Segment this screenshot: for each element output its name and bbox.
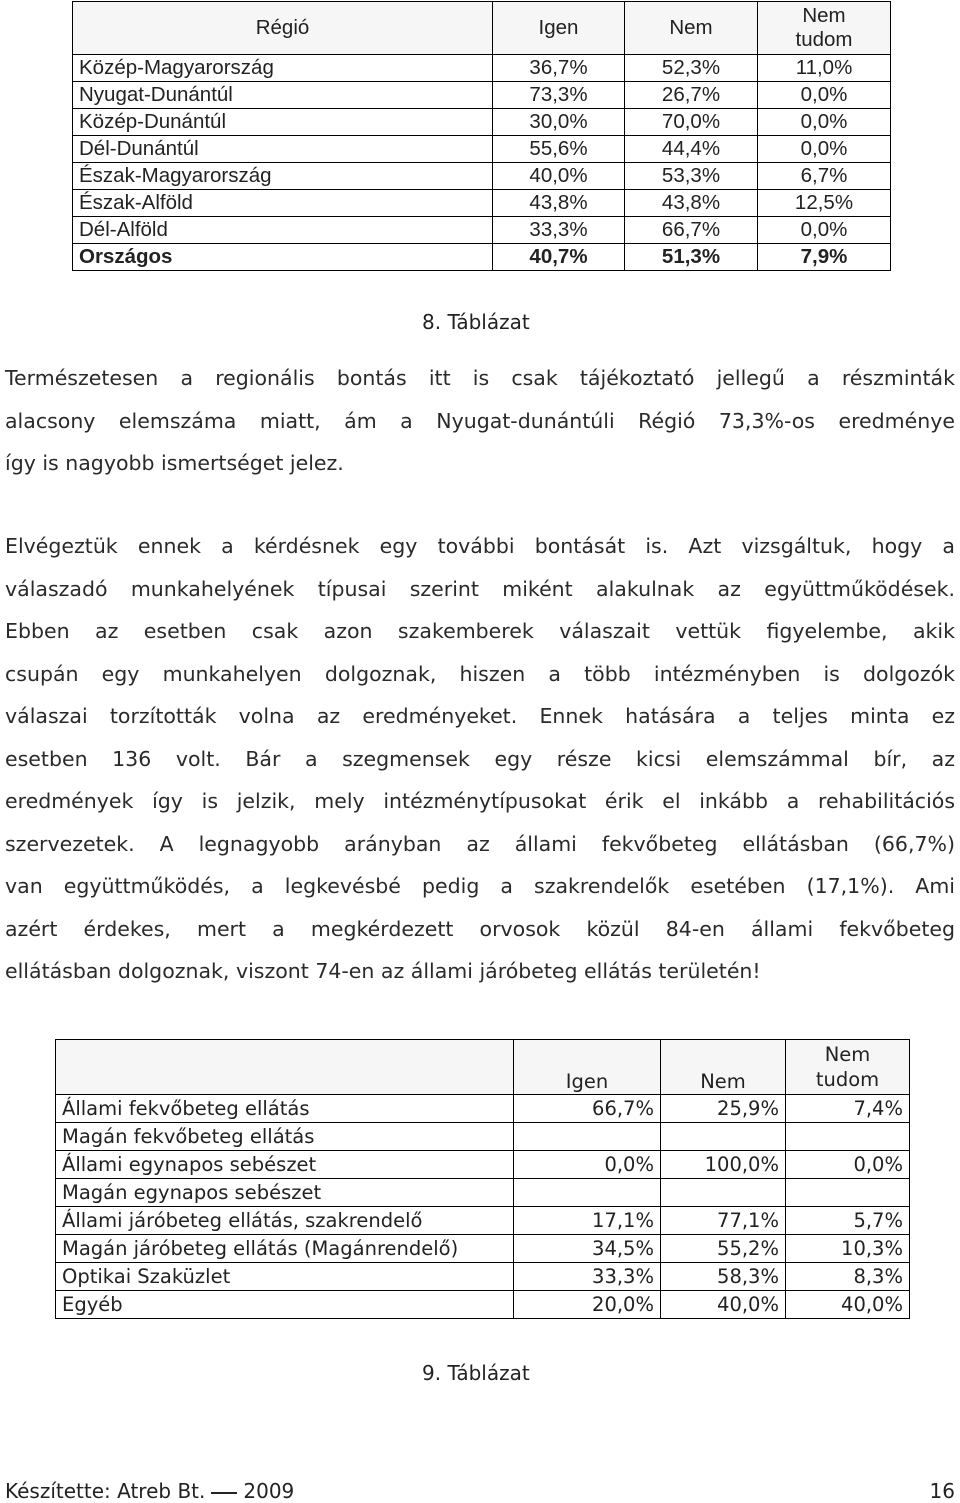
table-row — [73, 190, 891, 217]
table-row — [73, 82, 891, 109]
text-line: válaszai torzították volna az eredményeket. Ennek hatására a teljes minta ez — [5, 704, 955, 728]
institution-name: Optikai Szaküzlet — [56, 1263, 514, 1291]
no-value: 40,0% — [661, 1291, 786, 1319]
yes-value: 55,6% — [493, 136, 625, 163]
yes-value: 20,0% — [514, 1291, 661, 1319]
table-row — [73, 163, 891, 190]
region-name: Észak-Alföld — [73, 190, 493, 217]
dont-know-value: 0,0% — [758, 217, 891, 244]
yes-value — [514, 1123, 661, 1151]
institution-name: Állami egynapos sebészet — [56, 1151, 514, 1179]
no-value: 100,0% — [661, 1151, 786, 1179]
dont-know-value: 10,3% — [786, 1235, 910, 1263]
region-name: Közép-Magyarország — [73, 55, 493, 82]
text-line: eredmények így is jelzik, mely intézménytípusokat érik el inkább a rehabilitációs — [5, 789, 955, 813]
dont-know-value: 0,0% — [758, 109, 891, 136]
table-row — [56, 1095, 910, 1123]
no-value: 43,8% — [625, 190, 758, 217]
page-number: 16 — [929, 1479, 955, 1503]
text-line: esetben 136 volt. Bár a szegmensek egy része kicsi elemszámmal bír, az — [5, 746, 955, 771]
no-value: 58,3% — [661, 1263, 786, 1291]
yes-value: 36,7% — [493, 55, 625, 82]
region-name: Dél-Dunántúl — [73, 136, 493, 163]
no-value: 66,7% — [625, 217, 758, 244]
footer-author: Készítette: Atreb Bt. — [5, 1479, 206, 1503]
total-dont-know: 7,9% — [758, 244, 891, 271]
total-yes: 40,7% — [493, 244, 625, 271]
institution-type-table — [55, 1039, 910, 1319]
yes-value: 0,0% — [514, 1151, 661, 1179]
table-row — [73, 136, 891, 163]
yes-value: 40,0% — [493, 163, 625, 190]
institution-name: Magán járóbeteg ellátás (Magánrendelő) — [56, 1235, 514, 1263]
dont-know-value — [786, 1179, 910, 1207]
yes-value: 33,3% — [493, 217, 625, 244]
region-name: Dél-Alföld — [73, 217, 493, 244]
yes-value: 43,8% — [493, 190, 625, 217]
page-footer — [5, 1479, 294, 1503]
dont-know-value: 12,5% — [758, 190, 891, 217]
header-dont-know: Nem tudom — [758, 2, 891, 55]
text-line: van együttműködés, a legkevésbé pedig a szakrendelők esetében (17,1%). Ami — [5, 874, 955, 898]
text-line: Ebben az esetben csak azon szakemberek válaszait vettük figyelembe, akik — [5, 619, 955, 643]
regional-table — [72, 1, 891, 271]
region-name: Nyugat-Dunántúl — [73, 82, 493, 109]
table-row — [56, 1263, 910, 1291]
text-line: szervezetek. A legnagyobb arányban az állami fekvőbeteg ellátásban (66,7%) — [5, 831, 955, 856]
header-yes: Igen — [493, 2, 625, 55]
table-header-row — [73, 2, 891, 55]
text-line: Elvégeztük ennek a kérdésnek egy további bontását is. Azt vizsgáltuk, hogy a — [5, 534, 955, 558]
yes-value: 34,5% — [514, 1235, 661, 1263]
no-value: 55,2% — [661, 1235, 786, 1263]
table-row — [73, 217, 891, 244]
table-9-caption: 9. Táblázat — [422, 1361, 530, 1385]
region-name: Észak-Magyarország — [73, 163, 493, 190]
table-header-row — [56, 1040, 910, 1095]
dont-know-value: 40,0% — [786, 1291, 910, 1319]
header-no: Nem — [625, 2, 758, 55]
table-row — [73, 55, 891, 82]
table-row — [56, 1151, 910, 1179]
table-row — [73, 109, 891, 136]
dash-separator — [211, 1492, 237, 1494]
table-row — [56, 1179, 910, 1207]
dont-know-value: 11,0% — [758, 55, 891, 82]
no-value: 53,3% — [625, 163, 758, 190]
header-yes: Igen — [514, 1040, 661, 1095]
footer-year: 2009 — [243, 1479, 295, 1503]
paragraph-workplace-analysis — [5, 525, 955, 993]
institution-name: Magán fekvőbeteg ellátás — [56, 1123, 514, 1151]
dont-know-value: 6,7% — [758, 163, 891, 190]
total-no: 51,3% — [625, 244, 758, 271]
text-line: Természetesen a regionális bontás itt is csak tájékoztató jellegű a részminták — [5, 366, 955, 390]
text-line: alacsony elemszáma miatt, ám a Nyugat-dunántúli Régió 73,3%-os eredménye — [5, 408, 955, 433]
institution-name: Állami járóbeteg ellátás, szakrendelő — [56, 1207, 514, 1235]
table-total-row — [73, 244, 891, 271]
dont-know-value: 0,0% — [786, 1151, 910, 1179]
no-value: 70,0% — [625, 109, 758, 136]
institution-name: Magán egynapos sebészet — [56, 1179, 514, 1207]
institution-name: Állami fekvőbeteg ellátás — [56, 1095, 514, 1123]
table-row — [56, 1235, 910, 1263]
yes-value: 33,3% — [514, 1263, 661, 1291]
text-line: ellátásban dolgoznak, viszont 74-en az állami járóbeteg ellátás területén! — [5, 959, 761, 983]
header-no: Nem — [661, 1040, 786, 1095]
header-region: Régió — [73, 2, 493, 55]
table-row — [56, 1123, 910, 1151]
yes-value: 66,7% — [514, 1095, 661, 1123]
text-line: azért érdekes, mert a megkérdezett orvosok közül 84-en állami fekvőbeteg — [5, 916, 955, 941]
no-value: 44,4% — [625, 136, 758, 163]
table-row — [56, 1207, 910, 1235]
paragraph-regional-note — [5, 357, 955, 485]
yes-value: 17,1% — [514, 1207, 661, 1235]
institution-name: Egyéb — [56, 1291, 514, 1319]
text-line: csupán egy munkahelyen dolgoznak, hiszen a több intézményben is dolgozók — [5, 661, 955, 686]
yes-value — [514, 1179, 661, 1207]
no-value: 25,9% — [661, 1095, 786, 1123]
yes-value: 73,3% — [493, 82, 625, 109]
no-value — [661, 1179, 786, 1207]
table-8-caption: 8. Táblázat — [422, 310, 530, 334]
no-value — [661, 1123, 786, 1151]
text-line: így is nagyobb ismertséget jelez. — [5, 451, 344, 475]
table-row — [56, 1291, 910, 1319]
dont-know-value: 7,4% — [786, 1095, 910, 1123]
total-label: Országos — [73, 244, 493, 271]
no-value: 77,1% — [661, 1207, 786, 1235]
text-line: válaszadó munkahelyének típusai szerint miként alakulnak az együttműködések. — [5, 576, 955, 601]
dont-know-value — [786, 1123, 910, 1151]
no-value: 52,3% — [625, 55, 758, 82]
yes-value: 30,0% — [493, 109, 625, 136]
dont-know-value: 0,0% — [758, 136, 891, 163]
header-dont-know: Nem tudom — [786, 1040, 910, 1095]
dont-know-value: 5,7% — [786, 1207, 910, 1235]
region-name: Közép-Dunántúl — [73, 109, 493, 136]
dont-know-value: 8,3% — [786, 1263, 910, 1291]
no-value: 26,7% — [625, 82, 758, 109]
header-empty — [56, 1040, 514, 1095]
dont-know-value: 0,0% — [758, 82, 891, 109]
